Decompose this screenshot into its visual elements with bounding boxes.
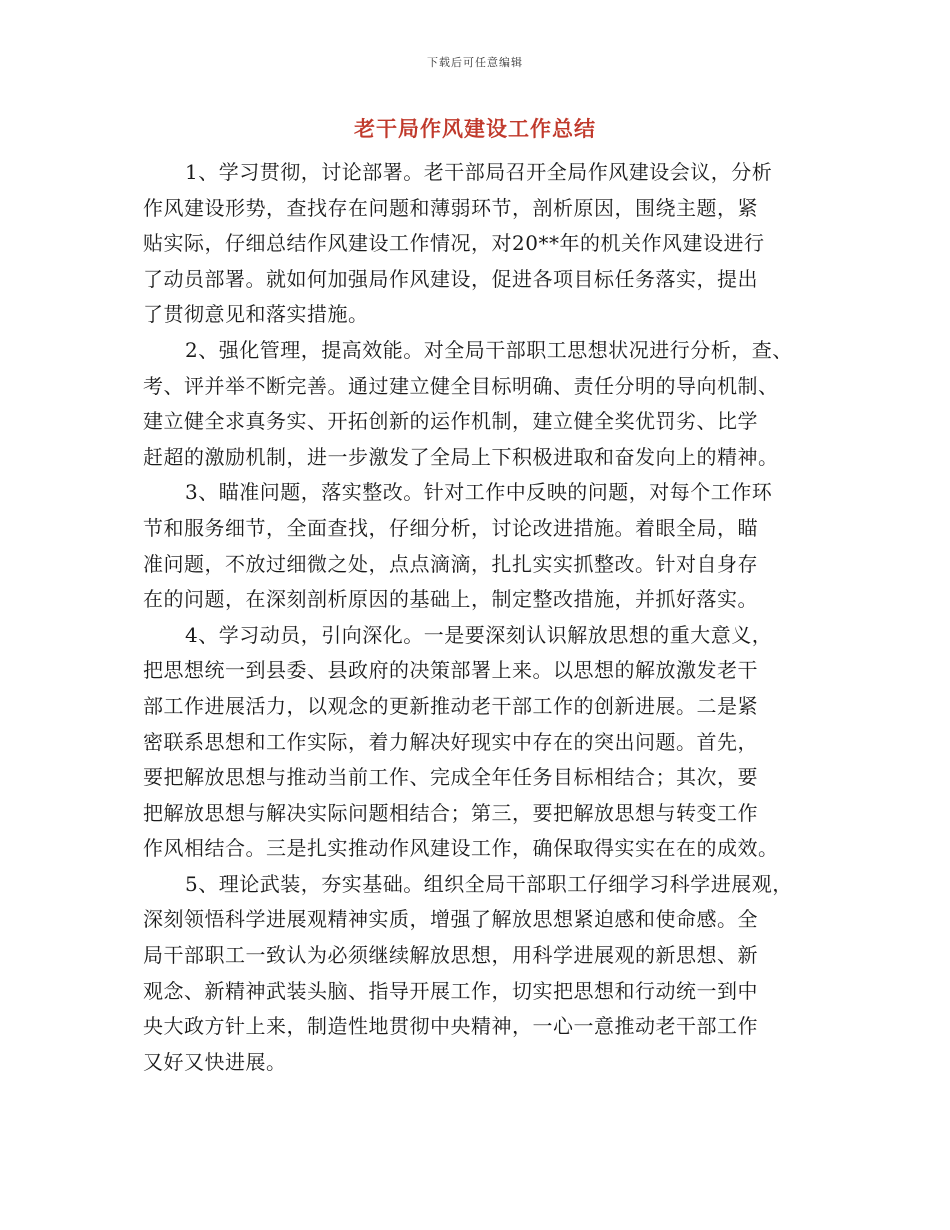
body-line: 1、学习贯彻，讨论部署。老干部局召开全局作风建设会议，分析 <box>185 160 773 184</box>
body-line: 要把解放思想与推动当前工作、完成全年任务目标相结合；其次，要 <box>143 765 758 790</box>
body-line: 把思想统一到县委、县政府的决策部署上来。以思想的解放激发老干 <box>143 658 758 683</box>
body-line: 局干部职工一致认为必须继续解放思想，用科学进展观的新思想、新 <box>143 943 758 968</box>
body-line: 在的问题，在深刻剖析原因的基础上，制定整改措施，并抓好落实。 <box>143 587 758 612</box>
body-line: 央大政方针上来，制造性地贯彻中央精神，一心一意推动老干部工作 <box>143 1014 758 1039</box>
header-note: 下载后可任意编辑 <box>427 56 523 69</box>
body-line: 建立健全求真务实、开拓创新的运作机制，建立健全奖优罚劣、比学 <box>143 409 758 434</box>
body-line: 了贯彻意见和落实措施。 <box>143 302 369 327</box>
body-line: 深刻领悟科学进展观精神实质，增强了解放思想紧迫感和使命感。全 <box>143 907 758 932</box>
body-line: 作风相结合。三是扎实推动作风建设工作，确保取得实实在在的成效。 <box>143 836 779 861</box>
body-line: 3、瞄准问题，落实整改。针对工作中反映的问题，对每个工作环 <box>185 480 773 505</box>
body-line: 贴实际，仔细总结作风建设工作情况，对20**年的机关作风建设进行 <box>143 231 765 256</box>
body-line: 部工作进展活力，以观念的更新推动老干部工作的创新进展。二是紧 <box>143 693 758 718</box>
body-line: 4、学习动员，引向深化。一是要深刻认识解放思想的重大意义， <box>185 622 773 647</box>
body-line: 赶超的激励机制，进一步激发了全局上下积极进取和奋发向上的精神。 <box>143 444 779 469</box>
body-line: 节和服务细节，全面查找，仔细分析，讨论改进措施。着眼全局，瞄 <box>143 515 758 540</box>
body-line: 作风建设形势，查找存在问题和薄弱环节，剖析原因，围绕主题，紧 <box>143 195 758 220</box>
body-line: 2、强化管理，提高效能。对全局干部职工思想状况进行分析，查、 <box>185 337 793 362</box>
body-line: 准问题，不放过细微之处，点点滴滴，扎扎实实抓整改。针对自身存 <box>143 551 758 576</box>
body-line: 了动员部署。就如何加强局作风建设，促进各项目标任务落实，提出 <box>143 266 758 291</box>
body-line: 考、评并举不断完善。通过建立健全目标明确、责任分明的导向机制、 <box>143 373 779 398</box>
body-line: 把解放思想与解决实际问题相结合；第三，要把解放思想与转变工作 <box>143 800 758 825</box>
body-line: 5、理论武装，夯实基础。组织全局干部职工仔细学习科学进展观， <box>185 871 793 896</box>
document-body <box>143 155 813 1080</box>
document-title: 老干局作风建设工作总结 <box>354 117 596 141</box>
body-line: 密联系思想和工作实际，着力解决好现实中存在的突出问题。首先， <box>143 729 758 754</box>
body-line: 观念、新精神武装头脑、指导开展工作，切实把思想和行动统一到中 <box>143 978 758 1003</box>
body-line: 又好又快进展。 <box>143 1049 287 1074</box>
